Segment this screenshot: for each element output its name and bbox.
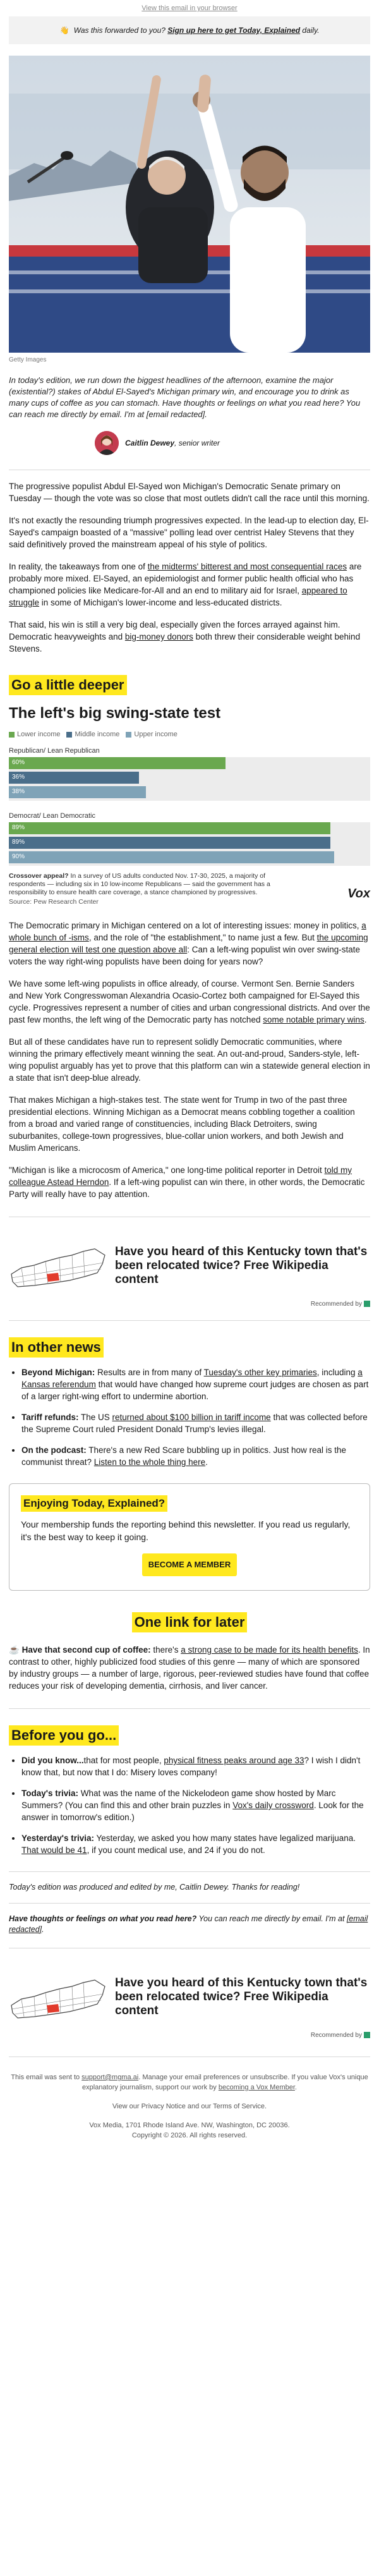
section-divider	[9, 1320, 370, 1321]
hero-photo-illustration	[9, 56, 370, 353]
before-section-header	[9, 1725, 370, 1746]
legend-swatch	[126, 732, 131, 738]
chart-bar-row	[9, 851, 370, 866]
list-item	[21, 1754, 370, 1778]
text-span: that was collected before the Supreme Court ruled President Donald Trump's levies illegal.	[21, 1413, 368, 1434]
list-item	[21, 1832, 370, 1856]
chart-group-label: Republican/ Lean Republican	[9, 747, 100, 755]
chart-bar-group	[9, 822, 370, 866]
story-paragraph	[9, 619, 370, 655]
text-span: ? I wish I didn't know that, but now that I do: Misery loves company!	[21, 1756, 361, 1777]
text-span: . In contrast to other, highly publicized food studies of this genre — many of which are sponsored by industry groups — a number of large, rigorous, peer-reviewed studies have found that coffee reduces your risk of developing dementia, cirrhosis, and liver cancer.	[9, 1645, 370, 1691]
top-bar	[0, 0, 379, 16]
inline-link[interactable]: a Kansas referendum	[21, 1368, 363, 1389]
isms-link[interactable]: a whole bunch of -isms	[9, 921, 366, 942]
later-bold: Have that second cup of coffee:	[19, 1645, 151, 1655]
story-paragraph	[9, 1164, 370, 1200]
list-item-label: Today's trivia:	[21, 1789, 78, 1798]
text-span: .	[364, 1015, 367, 1024]
legal-line-2[interactable]: View our Privacy Notice and our Terms of Service.	[112, 2103, 267, 2110]
text-span: are probably more mixed. El-Sayed, an epidemiologist and former public health official who has championed policies like Medicare-for-All and an end to military aid for Israel,	[9, 562, 362, 595]
sign-off: Today's edition was produced and edited by me, Caitlin Dewey. Thanks for reading!	[9, 1883, 300, 1892]
legend-item	[66, 731, 119, 738]
feedback-text	[9, 1914, 370, 1935]
chart-bar-row	[9, 837, 370, 851]
text-span: .	[205, 1457, 208, 1467]
intro-text: In today's edition, we run down the biggest headlines of the afternoon, examine the major (existential?) stakes of Abdul El-Sayed's Michigan primary win, and encourage you to drink as many cups of coffee as you can stomach. Have thoughts or feelings on what you read here? You can reach me directly by email. I'm at [email redacted].	[9, 375, 361, 419]
chart-bar	[9, 786, 146, 798]
chart-bar-value: 60%	[12, 759, 25, 766]
story-paragraph: That makes Michigan a high-stakes test. The state went for Trump in two of the past three presidential elections. Winning Michigan as a Democrat means cobbling together a coalition from a broad and varied range of constituencies, including Black Detroiters, swing suburbanites, college-town progressives, blue-collar union workers, and both Jewish and Muslim Americans.	[9, 1095, 355, 1153]
become-member-button[interactable]: BECOME A MEMBER	[142, 1553, 237, 1576]
legal-line-1	[9, 2072, 370, 2093]
recommended-label: Recommended by	[310, 1301, 362, 1308]
legend-label: Middle income	[75, 731, 120, 738]
text-span: The US	[78, 1413, 112, 1422]
list-item-label: On the podcast:	[21, 1445, 87, 1455]
text-span: .	[42, 1925, 44, 1934]
list-item	[21, 1411, 370, 1435]
text-span: , if you count medical use, and 24 if you do not.	[87, 1845, 265, 1855]
chart-bar	[9, 772, 139, 784]
chart-bar-value: 89%	[12, 824, 25, 831]
text-span: In reality, the takeaways from one of	[9, 562, 148, 571]
legal-address: Vox Media, 1701 Rhode Island Ave. NW, Washington, DC 20036.	[89, 2122, 290, 2129]
text-span: : Can a left-wing populist win over swing-state voters the way right-wing populists have been doing for years now?	[9, 945, 361, 966]
vox-member-link[interactable]: becoming a Vox Member	[218, 2084, 295, 2091]
chart-note	[9, 872, 287, 897]
legend-label: Upper income	[134, 731, 177, 738]
chart-source-row	[9, 887, 370, 906]
story-paragraph: The progressive populist Abdul El-Sayed won Michigan's Democratic Senate primary on Tuesday — though the vote was so close that most outlets didn't call the race until this morning.	[9, 482, 370, 503]
text-span: . If a left-wing populist can win there, in other words, the Democratic Party will really have to pay attention.	[9, 1177, 365, 1199]
legal-footer	[9, 2072, 370, 2141]
recipient-email-link[interactable]: support@mgma.ai	[81, 2074, 139, 2081]
chart-note-text: In a survey of US adults conducted Nov. 17-30, 2025, a majority of respondents — including six in 10 low-income Republicans — said the government has a responsibility to ensure health care coverage, a stance championed by progressives.	[9, 872, 270, 896]
text-span: "Michigan is like a microcosm of America," one long-time political reporter in Detroit	[9, 1165, 325, 1175]
before-kicker: Before you go...	[9, 1725, 119, 1746]
big-money-donors-link[interactable]: big-money donors	[124, 632, 193, 641]
recommended-by	[9, 2032, 370, 2039]
inline-link[interactable]: Tuesday's other key primaries	[203, 1368, 317, 1377]
section-divider	[9, 1871, 370, 1872]
list-item-label: Yesterday's trivia:	[21, 1833, 95, 1843]
chart-bar-row	[9, 772, 370, 786]
view-in-browser-link[interactable]: View this email in your browser	[141, 4, 238, 12]
vox-logo: Vox	[347, 887, 370, 901]
deeper-kicker: Go a little deeper	[9, 675, 127, 695]
list-item	[21, 1787, 370, 1823]
general-election-link[interactable]: the upcoming general election will test one question above all	[9, 933, 368, 954]
primary-wins-link[interactable]: some notable primary wins	[263, 1015, 364, 1024]
text-span: Yesterday, we asked you how many states have legalized marijuana.	[94, 1833, 356, 1843]
midterms-race-link[interactable]: the midterms' bitterest and most consequential races	[147, 562, 347, 571]
coffee-health-link[interactable]: a strong case to be made for its health benefits	[181, 1645, 358, 1655]
text-span: You can reach me directly by email. I'm at	[196, 1914, 347, 1923]
story-paragraph	[9, 920, 370, 968]
text-span: both threw their considerable weight behind Stevens.	[9, 632, 361, 653]
email-link[interactable]: [email redacted]	[9, 1914, 368, 1934]
chart-source: Source: Pew Research Center	[9, 898, 99, 906]
legend-label: Lower income	[17, 731, 61, 738]
later-text	[9, 1644, 370, 1692]
text-span: that would have changed how supreme court judges are chosen as part of a larger right-wing effort to undermine abortion.	[21, 1380, 369, 1401]
chart-bar	[9, 757, 226, 769]
inline-link[interactable]: Listen to the whole thing here	[93, 1457, 206, 1467]
recommended-by	[9, 1301, 370, 1308]
deeper-section-header	[9, 675, 370, 695]
recommended-label: Recommended by	[310, 2032, 362, 2039]
story-paragraph: But all of these candidates have run to represent solidly Democratic communities, where winning the primary effectively meant winning the seat. An out-and-proud, Sanders-style, left-wing populist arguably has yet to prove that this platform can win a statewide general election in a state that isn't deep-blue already.	[9, 1037, 370, 1083]
author-avatar	[95, 431, 119, 455]
legal-copyright: Copyright © 2026. All rights reserved.	[131, 2132, 248, 2139]
feedback-bold: Have thoughts or feelings on what you read here?	[9, 1914, 197, 1923]
list-item-label: Tariff refunds:	[21, 1413, 79, 1422]
chart-bar-row	[9, 757, 370, 772]
text-span: We have some left-wing populists in office already, of course. Vermont Sen. Bernie Sanders and New York Congresswoman Alexandria Ocasio-Cortez both campaigned for El-Sayed this cycle. Progressives represent a number of cities and urban congressional districts. And over the past few months, the left wing of the Democratic party has notched	[9, 979, 370, 1024]
kentucky-map-icon	[9, 1236, 110, 1297]
text-span: What was the name of the Nickelodeon game show hosted by Marc Summers? (You can find this and other brain puzzles in	[21, 1789, 336, 1810]
text-span: There's a new Red Scare bubbling up in politics. Just how real is the communist threat?	[21, 1445, 347, 1467]
text-span: The Democratic primary in Michigan centered on a lot of interesting issues: money in politics,	[9, 921, 362, 930]
sponsored-promo-2[interactable]	[9, 1967, 370, 2028]
list-item	[21, 1366, 370, 1402]
waving-hand-icon: 👋	[59, 26, 69, 35]
section-divider	[9, 1708, 370, 1709]
story-paragraph	[9, 978, 370, 1026]
legend-item	[9, 731, 60, 738]
recommender-logo-icon	[364, 2032, 370, 2038]
text-span: . Manage your email preferences or unsubscribe. If you value Vox's unique explanatory journalism, support our work by	[82, 2074, 368, 2091]
hero-credit: Getty Images	[9, 356, 47, 363]
text-span: .	[294, 2084, 297, 2091]
chart-bar-row	[9, 822, 370, 837]
author-role: , senior writer	[174, 439, 220, 447]
news-kicker: In other news	[9, 1337, 104, 1358]
chart-bar-group	[9, 757, 370, 801]
forward-banner	[9, 16, 370, 44]
chart-bar-value: 90%	[12, 853, 25, 860]
list-item	[21, 1444, 370, 1468]
inline-link[interactable]: physical fitness peaks around age 33	[164, 1756, 304, 1765]
text-span: in some of Michigan's lower-income and less-educated districts.	[39, 598, 282, 607]
chart-bar	[9, 851, 334, 863]
forward-suffix: daily.	[302, 26, 320, 35]
chart-bar	[9, 837, 330, 849]
text-span: That said, his win is still a very big deal, especially given the forces arrayed against him. Democratic heavyweights and	[9, 620, 340, 641]
legend-swatch	[9, 732, 15, 738]
chart-title: The left's big swing-state test	[9, 705, 221, 722]
coffee-icon: ☕	[9, 1645, 20, 1655]
chart-bar-value: 89%	[12, 839, 25, 846]
chart-groups	[0, 747, 379, 866]
author-name: Caitlin Dewey	[125, 439, 175, 447]
legend-item	[126, 731, 177, 738]
section-divider	[9, 1903, 370, 1904]
membership-title: Enjoying Today, Explained?	[21, 1495, 167, 1512]
news-list	[9, 1366, 370, 1468]
membership-box	[9, 1483, 370, 1591]
story-paragraph: It's not exactly the resounding triumph progressives expected. In the lead-up to election day, El-Sayed's campaign boasted of a "massive" polling lead over centrist Haley Stevens that they said definitively proved the mainstream appeal of his style of politics.	[9, 516, 369, 549]
story-body	[9, 480, 370, 655]
author-avatar-illustration	[95, 431, 119, 455]
text-span: Results are in from many of	[95, 1368, 204, 1377]
byline	[95, 430, 379, 456]
legend-swatch	[66, 732, 72, 738]
forward-prefix: Was this forwarded to you?	[73, 26, 165, 35]
later-kicker: One link for later	[132, 1612, 248, 1632]
hero-image	[9, 56, 370, 353]
membership-text: Your membership funds the reporting behind this newsletter. If you read us regularly, it's the best way to keep it going.	[21, 1519, 351, 1542]
inline-link[interactable]: Vox's daily crossword	[232, 1801, 314, 1810]
news-section-header	[9, 1337, 370, 1358]
later-section-header	[0, 1612, 379, 1632]
text-span: , and the role of "the establishment," to name just a few. But	[88, 933, 317, 942]
chart-group-label: Democrat/ Lean Democratic	[9, 812, 95, 820]
chart-bar-value: 36%	[12, 774, 25, 781]
sponsored-promo[interactable]	[9, 1236, 370, 1297]
text-span: . Look for the answer in tomorrow's edition.)	[21, 1801, 364, 1822]
signup-link[interactable]: Sign up here to get Today, Explained	[167, 26, 301, 35]
astead-herndon-link[interactable]: told my colleague Astead Herndon	[9, 1165, 352, 1187]
chart-bar-value: 38%	[12, 788, 25, 795]
inline-link[interactable]: returned about $100 billion in tariff income	[112, 1413, 271, 1422]
kentucky-map-icon	[9, 1967, 110, 2028]
text-span: This email was sent to	[11, 2074, 82, 2081]
inline-link[interactable]: That would be 41	[21, 1845, 87, 1855]
promo-headline: Have you heard of this Kentucky town that's been relocated twice? Free Wikipedia content	[115, 1976, 368, 2017]
chart-bar	[9, 822, 330, 834]
promo-headline: Have you heard of this Kentucky town that's been relocated twice? Free Wikipedia content	[115, 1245, 368, 1286]
text-span: there's	[150, 1645, 181, 1655]
recommender-logo-icon	[364, 1301, 370, 1307]
story-body-2	[9, 920, 370, 1200]
before-list	[9, 1754, 370, 1856]
text-span: that for most people,	[83, 1756, 164, 1765]
text-span: , including	[316, 1368, 358, 1377]
story-paragraph	[9, 561, 370, 609]
appeared-to-struggle-link[interactable]: appeared to struggle	[9, 586, 347, 607]
chart-note-bold: Crossover appeal?	[9, 872, 69, 880]
chart-legend	[9, 731, 370, 738]
chart-bar-row	[9, 786, 370, 801]
list-item-label: Did you know...	[21, 1756, 84, 1765]
list-item-label: Beyond Michigan:	[21, 1368, 95, 1377]
